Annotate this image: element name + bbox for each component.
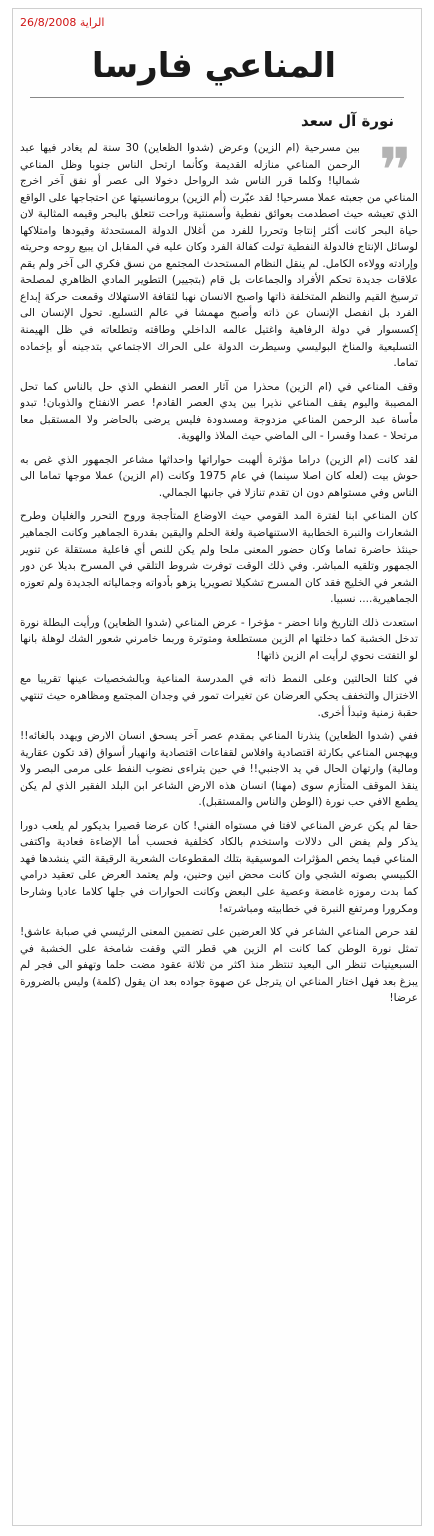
- paragraph-1: بين مسرحية (ام الزين) وعرض (شدوا الظعاين) 30 سنة لم يغادر فيها عبد الرحمن المناعي منازله القديمة وكأنما ارتحل الناس جنوبا وظل المناعي شماليا! وكلما قرر الناس شد الرواحل دخولا الى عصر أو نفق آخر اخرج المناعي من جعبته عملا مسرحيا! لقد عبّرت (أم الزين) برومانسيتها عن احتجاجها على الواقع الذي تعيشه حيث اصطدمت بعوائق نفطية وأسمنتية وراحت تتعلق بالبحر وقيمه المثالية لان حياة البحر كانت أكثر إنتاجا وتحررا للفرد من أغلال الدولة المستحدثة وقيودها وامتلاكها لوسائل الإنتاج فالدولة النفطية تولت كفالة الفرد وكان عليه في المقابل ان يبيع روحه وحريته وإرادته وولاءه الكامل. لم ينقل النظام المستحدث المجتمع من نسق فكري الى آخر ولم يقم علاقات جديدة تحكم الأفراد والجماعات بل قام (بتجيير) التطوير المادي الظاهري لمصلحة ترسيخ القيم والنظم المتخلفة ذاتها واصبح الانسان نهبا لثقافة الاستهلاك وقمعت حركة إبداع الفرد بل انفصل الإنسان عن ذاته وأصبح مهمشا في عالم التسليع. تحول الإنسان الى إكسسوار في دولة الرفاهية واغتيل عالمه الداخلي وطاقته وتطلعاته في ظل الهيمنة التسليعية والمناخ البوليسي وسيطرت الدولة على الحراك الاجتماعي بتدجينه أو بإخماده تماما.: [20, 142, 418, 370]
- paragraph-2: وقف المناعي في (ام الزين) محذرا من آثار العصر النفطي الذي حل بالناس كما تحل المصيبة واليوم يقف المناعي نذيرا بين يدي العصر القادم! عصر الانفتاح والذوبان! تبدو مأساة عبد الرحمن المناعي مزدوجة ومسدودة فليس يرضى بالحاضر ولا المستقبل معا مرتحلا - عمدا وقسرا - الى الماضي حيث الملاذ والهوية.: [20, 380, 418, 443]
- paragraph-9: لقد حرص المناعي الشاعر في كلا العرضين على تضمين المعنى الرئيسي في صبابة عاشق! تمثل نورة الوطن كما كانت ام الزين هي قطر التي وقفت شامخة على الخشبة في السبعينيات تنظر الى البعيد تنتظر منذ اكثر من ثلاثة عقود مضت حلما وتهفو الى فجر لم يبزغ بعد فهل اختار المناعي ان يترجل عن صهوة جواده بعد ان يقول (كلمة) وليس بالضرورة عرضا!: [20, 926, 418, 1005]
- article-body: [20, 134, 418, 1525]
- article-title: المناعي فارسا: [91, 46, 337, 86]
- paragraph-7: ففي (شدوا الظعاين) ينذرنا المناعي بمقدم عصر آخر يسحق انسان الارض ويهدد بالغائه!! ويهجس المناعي بكارثة اقتصادية وافلاس لقفاعات اقتصادية وانهيار أسواق (قد تكون عقارية ومالية) وارتهان الحال في يد الاجنبي!! في حين يتراءى نضوب النفط على مرمى البصر ولا ينقذ الموقف المتأزم سوى (مهنا) انسان هذه الارض الشاعر ابن البلد الفقير الذي لم يكن يطمع الافي حب نورة (الوطن والناس والمستقبل).: [20, 730, 418, 809]
- source-date-tag: الراية 26/8/2008: [20, 16, 105, 29]
- paragraph-6: في كلتا الحالتين وعلى النمط ذاته في المدرسة المناعية وبالشخصيات عينها تقريبا مع الاختزال والتخفف يحكي العرضان عن تغيرات تمور في وجدان المجتمع ومظاهره حيث تنتهي حقبة زمنية وتبدأ أخرى.: [20, 673, 418, 719]
- paragraph-5: استعدت ذلك التاريخ وانا احضر - مؤخرا - عرض المناعي (شدوا الظعاين) ورأيت البطلة نورة تدخل الخشبة كما دخلتها ام الزين مستطلعة ومتوترة وربما خامرني شعور الشك لوهلة بانها لو التفتت نحوي لرأيت ام الزين ذاتها!: [20, 616, 418, 662]
- paragraph-3: لقد كانت (ام الزين) دراما مؤثرة ألهبت حواراتها واحداثها مشاعر الجمهور الذي غص به حوش بيت (لعله كان اصلا سينما) في عام 1975 وكانت (ام الزين) عملا موجها تماما الى الناس وفي مستواهم دون ان تقدم تنازلا في جانبها الجمالي.: [20, 453, 418, 499]
- paragraph-8: حقا لم يكن عرض المناعي لافتا في مستواه الفني! كان عرضا قصيرا بديكور لم يلعب دورا يذكر ولم يفض الى دلالات واستخدم بالكاد كخلفية فحسب أما الإضاءة فعادية واكتفى المناعي فيما يخص المؤثرات الموسيقية بتلك المقطوعات الشعرية الرقيقة التي ينشدها فهد الكبيسي بصوته الشجي وان كانت محض انين وحنين، ولم يعتمد العرض على تعقيد درامي كما بدت رموزه غامضة وعصية على البعض وكانت الحوارات في جلها كلاما عاديا وشارحا ومكرورا ومرتفع النبرة في خطابيته ومباشرته!: [20, 819, 418, 915]
- quote-mark-icon: ❞: [378, 134, 412, 207]
- paragraph-4: كان المناعي ابنا لفترة المد القومي حيث الاوضاع المتأججة وروح التحرر والغليان وطرح الشعارات والنبرة الخطابية الاستنهاضية ولغة الحلم واليقين بقدرة الجماهير وكانت الجماهير حينئذ حاضرة تماما وكان حضور المعنى ملحا ولم يكن للنص أي فاعلية مستقلة عن تنوير الجمهور وتلقيه المباشر. وفي ذلك الوقت توفرت شروط التلقي في المسرح بديلا عن دور الشعر في الخليج فقد كان المسرح تشكيلا تصويريا يزهو بأدواته وجمالياته الجديدة ولم تعوزه الجماهيرية.... نسبيا.: [20, 510, 418, 606]
- quote-spacer: [360, 140, 418, 174]
- title-divider: [30, 97, 404, 98]
- author-byline: نورة آل سعد: [300, 112, 394, 130]
